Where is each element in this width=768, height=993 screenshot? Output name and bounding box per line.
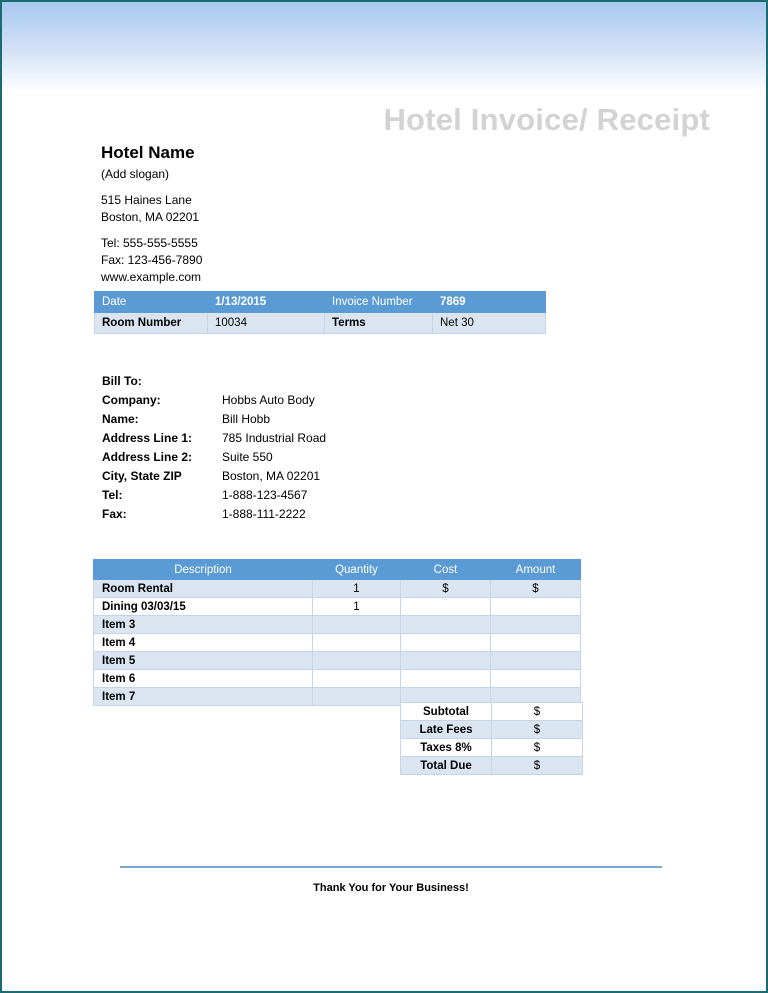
item-description[interactable]: Item 6 (94, 670, 313, 688)
info-value-room-number[interactable]: 10034 (208, 313, 325, 334)
item-description[interactable]: Item 5 (94, 652, 313, 670)
bill-to-heading: Bill To: (102, 374, 142, 388)
item-quantity[interactable]: 1 (313, 598, 401, 616)
table-row (94, 670, 581, 688)
totals-row-total-due (401, 757, 583, 775)
item-quantity[interactable] (313, 634, 401, 652)
hotel-tel: Tel: 555-555-5555 (101, 236, 198, 250)
table-row (94, 580, 581, 598)
hotel-info-block (101, 142, 431, 286)
totals-label-subtotal: Subtotal (401, 703, 492, 721)
item-cost[interactable] (401, 652, 491, 670)
info-row-room (95, 313, 546, 334)
totals-value-total-due[interactable]: $ (492, 757, 583, 775)
info-label-date: Date (95, 292, 208, 313)
item-cost[interactable] (401, 634, 491, 652)
item-amount[interactable] (491, 634, 581, 652)
bill-to-value-address-1[interactable]: 785 Industrial Road (222, 431, 327, 445)
bill-to-label-address-2: Address Line 2: (102, 450, 193, 464)
info-label-terms: Terms (325, 313, 433, 334)
bill-to-value-fax[interactable]: 1-888-111-2222 (222, 507, 306, 521)
item-cost[interactable] (401, 598, 491, 616)
info-label-room-number: Room Number (95, 313, 208, 334)
table-row (94, 652, 581, 670)
item-description[interactable]: Dining 03/03/15 (94, 598, 313, 616)
totals-row-taxes (401, 739, 583, 757)
bill-to-value-address-2[interactable]: Suite 550 (222, 450, 273, 464)
item-amount[interactable] (491, 652, 581, 670)
item-description[interactable]: Item 4 (94, 634, 313, 652)
totals-table (400, 702, 583, 775)
hotel-street: 515 Haines Lane (101, 193, 192, 207)
bill-to-row-address-1 (102, 429, 462, 448)
page-title: Hotel Invoice/ Receipt (383, 102, 710, 137)
bill-to-label-address-1: Address Line 1: (102, 431, 193, 445)
bill-to-row-tel (102, 486, 462, 505)
bill-to-label-fax: Fax: (102, 507, 127, 521)
bill-to-row-city-state-zip (102, 467, 462, 486)
info-value-terms[interactable]: Net 30 (433, 313, 546, 334)
item-quantity[interactable]: 1 (313, 580, 401, 598)
bill-to-row-address-2 (102, 448, 462, 467)
totals-value-subtotal[interactable]: $ (492, 703, 583, 721)
totals-value-late-fees[interactable]: $ (492, 721, 583, 739)
item-quantity[interactable] (313, 616, 401, 634)
hotel-slogan: (Add slogan) (101, 167, 170, 181)
footer-divider (120, 866, 662, 868)
info-value-invoice-number[interactable]: 7869 (433, 292, 546, 313)
bill-to-value-tel[interactable]: 1-888-123-4567 (222, 488, 308, 502)
invoice-info-table (94, 291, 546, 334)
bill-to-row-name (102, 410, 462, 429)
bill-to-label-city-state-zip: City, State ZIP (102, 469, 182, 483)
item-description[interactable]: Item 7 (94, 688, 313, 706)
info-label-invoice-number: Invoice Number (325, 292, 433, 313)
totals-label-late-fees: Late Fees (401, 721, 492, 739)
line-items-header-row (94, 560, 581, 580)
bill-to-row-fax (102, 505, 462, 524)
table-row (94, 616, 581, 634)
column-header-amount: Amount (491, 560, 581, 580)
item-quantity[interactable] (313, 688, 401, 706)
item-cost[interactable]: $ (401, 580, 491, 598)
totals-row-late-fees (401, 721, 583, 739)
column-header-cost: Cost (401, 560, 491, 580)
bill-to-label-company: Company: (102, 393, 161, 407)
item-amount[interactable]: $ (491, 580, 581, 598)
table-row (94, 598, 581, 616)
address-spacer (101, 226, 431, 235)
item-amount[interactable] (491, 616, 581, 634)
item-cost[interactable] (401, 670, 491, 688)
bill-to-section (102, 372, 462, 524)
item-quantity[interactable] (313, 652, 401, 670)
hotel-website: www.example.com (101, 270, 202, 284)
bill-to-value-city-state-zip[interactable]: Boston, MA 02201 (222, 469, 321, 483)
item-cost[interactable] (401, 616, 491, 634)
table-row (94, 634, 581, 652)
totals-value-taxes[interactable]: $ (492, 739, 583, 757)
column-header-quantity: Quantity (313, 560, 401, 580)
item-quantity[interactable] (313, 670, 401, 688)
hotel-name: Hotel Name (101, 143, 195, 162)
info-row-date (95, 292, 546, 313)
totals-label-total-due: Total Due (401, 757, 492, 775)
bill-to-label-tel: Tel: (102, 488, 123, 502)
bill-to-row-company (102, 391, 462, 410)
bill-to-value-name[interactable]: Bill Hobb (222, 412, 271, 426)
footer-thank-you-note: Thank You for Your Business! (313, 882, 469, 894)
totals-row-subtotal (401, 703, 583, 721)
item-description[interactable]: Item 3 (94, 616, 313, 634)
item-amount[interactable] (491, 670, 581, 688)
header-gradient-banner (2, 2, 766, 92)
column-header-description: Description (94, 560, 313, 580)
bill-to-label-name: Name: (102, 412, 139, 426)
totals-label-taxes: Taxes 8% (401, 739, 492, 757)
line-items-table (93, 559, 581, 706)
item-amount[interactable] (491, 598, 581, 616)
bill-to-value-company[interactable]: Hobbs Auto Body (222, 393, 315, 407)
hotel-fax: Fax: 123-456-7890 (101, 253, 203, 267)
hotel-city-state-zip: Boston, MA 02201 (101, 210, 200, 224)
item-description[interactable]: Room Rental (94, 580, 313, 598)
info-value-date[interactable]: 1/13/2015 (208, 292, 325, 313)
